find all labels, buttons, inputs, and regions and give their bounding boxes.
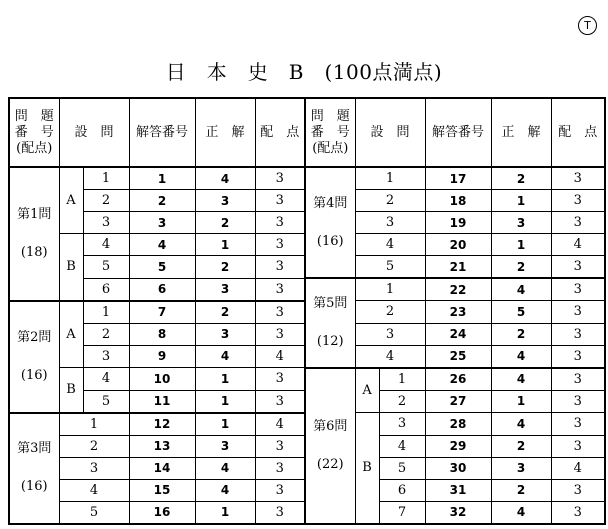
correct-answer: 2 xyxy=(491,479,551,501)
points: 3 xyxy=(255,190,305,212)
correct-answer: 2 xyxy=(491,323,551,345)
answer-number: 24 xyxy=(425,323,491,345)
question-number: 4 xyxy=(355,345,425,368)
answer-number: 17 xyxy=(425,167,491,190)
points: 3 xyxy=(255,323,305,345)
col-header-haiten-right: 配 点 xyxy=(551,98,605,167)
points: 3 xyxy=(551,413,605,436)
question-group-points: (16) xyxy=(20,367,48,383)
question-number: 4 xyxy=(83,234,129,256)
points: 3 xyxy=(551,301,605,324)
answer-number: 23 xyxy=(425,301,491,324)
points: 4 xyxy=(255,345,305,368)
correct-answer: 4 xyxy=(195,479,255,501)
answer-number: 5 xyxy=(129,256,195,279)
question-number: 5 xyxy=(355,256,425,279)
question-number: 5 xyxy=(379,457,425,479)
answer-number: 11 xyxy=(129,390,195,413)
correct-answer: 3 xyxy=(195,190,255,212)
question-number: 4 xyxy=(355,234,425,256)
question-number: 1 xyxy=(83,167,129,190)
correct-answer: 2 xyxy=(195,212,255,234)
answer-number: 22 xyxy=(425,278,491,301)
points: 3 xyxy=(551,390,605,413)
col-header-setsumon-right: 設 問 xyxy=(355,98,425,167)
question-number: 2 xyxy=(379,390,425,413)
points: 4 xyxy=(551,457,605,479)
correct-answer: 1 xyxy=(491,390,551,413)
question-number: 1 xyxy=(379,368,425,391)
question-group xyxy=(9,167,59,301)
col-header-seikai: 正 解 xyxy=(195,98,255,167)
col-header-kaito-bango: 解答番号 xyxy=(129,98,195,167)
points: 3 xyxy=(551,368,605,391)
question-number: 3 xyxy=(379,413,425,436)
question-group-name: 第2問 xyxy=(17,329,52,345)
correct-answer: 4 xyxy=(195,167,255,190)
points: 3 xyxy=(255,457,305,479)
answer-number: 8 xyxy=(129,323,195,345)
points: 3 xyxy=(255,301,305,324)
correct-answer: 3 xyxy=(195,278,255,301)
question-number: 7 xyxy=(379,501,425,524)
correct-answer: 3 xyxy=(491,457,551,479)
question-number: 2 xyxy=(83,190,129,212)
table-row xyxy=(9,167,605,190)
question-number: 3 xyxy=(83,212,129,234)
question-number: 6 xyxy=(379,479,425,501)
col-header-kaito-bango-right: 解答番号 xyxy=(425,98,491,167)
question-number: 1 xyxy=(355,167,425,190)
points: 3 xyxy=(551,345,605,368)
sub-part-label: A xyxy=(355,368,379,413)
question-number: 1 xyxy=(83,301,129,324)
points: 4 xyxy=(255,413,305,436)
correct-answer: 4 xyxy=(491,368,551,391)
answer-number: 7 xyxy=(129,301,195,324)
sub-part-label: B xyxy=(59,368,83,413)
version-mark: T xyxy=(578,16,597,35)
points: 3 xyxy=(255,256,305,279)
answer-number: 29 xyxy=(425,435,491,457)
points: 3 xyxy=(255,479,305,501)
points: 3 xyxy=(551,435,605,457)
answer-number: 2 xyxy=(129,190,195,212)
answer-number: 4 xyxy=(129,234,195,256)
correct-answer: 2 xyxy=(491,256,551,279)
correct-answer: 1 xyxy=(195,501,255,524)
col-header-setsumon: 設 問 xyxy=(59,98,129,167)
question-number: 3 xyxy=(355,323,425,345)
answer-number: 16 xyxy=(129,501,195,524)
answer-number: 12 xyxy=(129,413,195,436)
answer-number: 13 xyxy=(129,435,195,457)
points: 3 xyxy=(255,435,305,457)
question-group xyxy=(305,167,355,278)
answer-number: 26 xyxy=(425,368,491,391)
col-header-haiten: 配 点 xyxy=(255,98,305,167)
correct-answer: 4 xyxy=(491,501,551,524)
correct-answer: 2 xyxy=(491,435,551,457)
correct-answer: 1 xyxy=(195,390,255,413)
points: 3 xyxy=(551,278,605,301)
points: 3 xyxy=(551,212,605,234)
correct-answer: 1 xyxy=(491,190,551,212)
answer-number: 6 xyxy=(129,278,195,301)
answer-number: 10 xyxy=(129,368,195,391)
col-header-mondai-right: 問 題 番 号 (配点) xyxy=(305,98,355,167)
answer-number: 3 xyxy=(129,212,195,234)
correct-answer: 4 xyxy=(195,457,255,479)
points: 4 xyxy=(551,234,605,256)
correct-answer: 2 xyxy=(195,301,255,324)
question-group-name: 第4問 xyxy=(313,195,348,211)
points: 3 xyxy=(551,190,605,212)
question-number: 6 xyxy=(83,278,129,301)
answer-number: 15 xyxy=(129,479,195,501)
question-number: 5 xyxy=(83,256,129,279)
sub-part-label: A xyxy=(59,167,83,234)
question-group-name: 第5問 xyxy=(313,295,348,311)
correct-answer: 3 xyxy=(195,435,255,457)
question-group xyxy=(305,278,355,368)
correct-answer: 3 xyxy=(195,323,255,345)
question-number: 2 xyxy=(355,301,425,324)
answer-number: 14 xyxy=(129,457,195,479)
correct-answer: 4 xyxy=(491,413,551,436)
question-number: 5 xyxy=(83,390,129,413)
table-row xyxy=(9,278,605,301)
points: 3 xyxy=(255,390,305,413)
question-number: 3 xyxy=(355,212,425,234)
points: 3 xyxy=(255,167,305,190)
correct-answer: 1 xyxy=(491,234,551,256)
question-group-name: 第1問 xyxy=(17,206,52,222)
answer-number: 30 xyxy=(425,457,491,479)
question-group-points: (16) xyxy=(316,233,344,249)
question-number: 3 xyxy=(83,345,129,368)
question-group-points: (18) xyxy=(20,244,48,260)
answer-number: 31 xyxy=(425,479,491,501)
points: 3 xyxy=(551,256,605,279)
points: 3 xyxy=(255,501,305,524)
points: 3 xyxy=(551,167,605,190)
question-group xyxy=(9,413,59,524)
question-number: 2 xyxy=(59,435,129,457)
sub-part-label: B xyxy=(59,234,83,301)
question-number: 4 xyxy=(83,368,129,391)
points: 3 xyxy=(551,501,605,524)
correct-answer: 5 xyxy=(491,301,551,324)
answer-number: 20 xyxy=(425,234,491,256)
answer-number: 25 xyxy=(425,345,491,368)
col-header-seikai-right: 正 解 xyxy=(491,98,551,167)
question-number: 2 xyxy=(83,323,129,345)
answer-number: 21 xyxy=(425,256,491,279)
correct-answer: 3 xyxy=(491,212,551,234)
correct-answer: 4 xyxy=(491,278,551,301)
answer-number: 9 xyxy=(129,345,195,368)
question-number: 3 xyxy=(59,457,129,479)
correct-answer: 4 xyxy=(491,345,551,368)
question-group-name: 第6問 xyxy=(313,418,348,434)
question-number: 2 xyxy=(355,190,425,212)
answer-number: 28 xyxy=(425,413,491,436)
points: 3 xyxy=(255,234,305,256)
question-group-points: (12) xyxy=(316,333,344,349)
question-group xyxy=(305,368,355,524)
question-number: 4 xyxy=(379,435,425,457)
col-header-mondai: 問 題 番 号 (配点) xyxy=(9,98,59,167)
page-title: 日 本 史 B (100点満点) xyxy=(165,60,443,84)
points: 3 xyxy=(255,278,305,301)
header-row xyxy=(9,98,605,167)
question-group-name: 第3問 xyxy=(17,441,52,456)
answer-number: 19 xyxy=(425,212,491,234)
answer-number: 32 xyxy=(425,501,491,524)
points: 3 xyxy=(255,212,305,234)
question-number: 5 xyxy=(59,501,129,524)
correct-answer: 2 xyxy=(491,167,551,190)
answer-table xyxy=(8,97,606,525)
correct-answer: 2 xyxy=(195,256,255,279)
answer-number: 18 xyxy=(425,190,491,212)
correct-answer: 4 xyxy=(195,345,255,368)
answer-number: 1 xyxy=(129,167,195,190)
correct-answer: 1 xyxy=(195,234,255,256)
sub-part-label: B xyxy=(355,413,379,524)
question-number: 1 xyxy=(59,413,129,436)
question-number: 1 xyxy=(355,278,425,301)
question-group-points: (22) xyxy=(316,456,344,472)
table-row xyxy=(9,368,605,391)
correct-answer: 1 xyxy=(195,368,255,391)
points: 3 xyxy=(551,323,605,345)
points: 3 xyxy=(255,368,305,391)
answer-number: 27 xyxy=(425,390,491,413)
points: 3 xyxy=(551,479,605,501)
question-number: 4 xyxy=(59,479,129,501)
correct-answer: 1 xyxy=(195,413,255,436)
sub-part-label: A xyxy=(59,301,83,368)
question-group xyxy=(9,301,59,413)
question-group-points: (16) xyxy=(20,479,48,494)
